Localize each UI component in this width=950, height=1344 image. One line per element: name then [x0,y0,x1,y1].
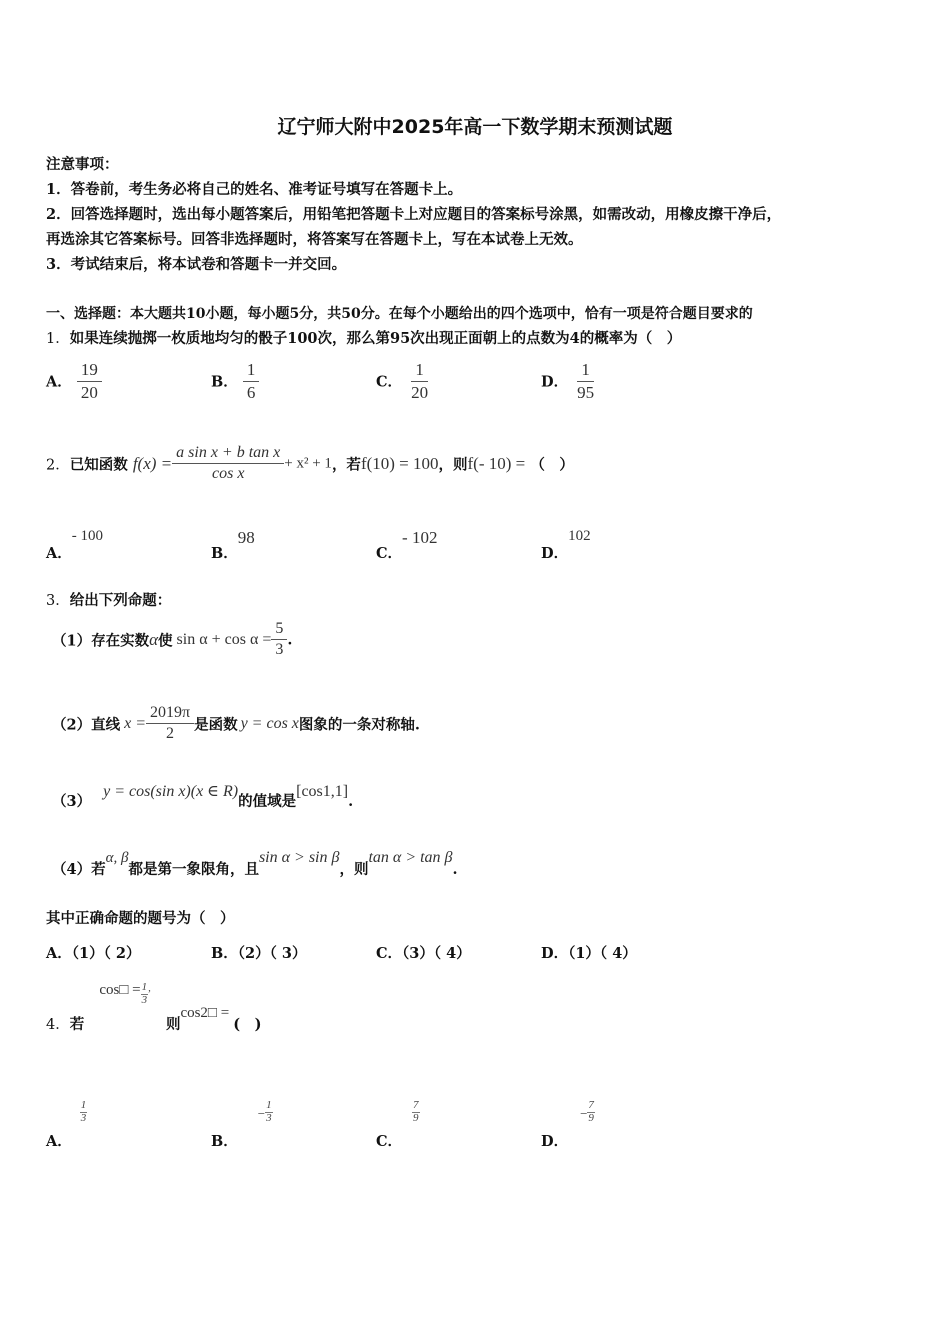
notice-item: 3．考试结束后，将本试卷和答题卡一并交回。 [46,256,347,273]
question-4: 4．若 cos□ = $\frac{1}{3}$ , 则cos2□ =( ) [46,981,262,1033]
fraction: $\frac{5}{3}$ [271,620,287,660]
q2-option-b[interactable]: B．98 [211,528,255,562]
q2-option-a[interactable]: A．- 100 [46,528,104,562]
question-text: 如果连续抛掷一枚质地均匀的骰子100次，那么第95次出现正面朝上的点数为4的概率为（ ） [69,330,682,347]
q4-option-d[interactable]: D．− $\frac{7}{9}$ [541,1099,594,1150]
fraction: $\frac{1}{3}$ [80,1099,87,1124]
fraction: $\frac{1}{95}$ [577,360,595,402]
notice-item: 1．答卷前，考生务必将自己的姓名、准考证号填写在答题卡上。 [46,181,463,198]
fraction: $\frac{19}{20}$ [77,360,102,402]
fraction: $\frac{\text{a sin x + b tan x}}{\text{cos x}}$ [172,444,284,484]
q2-option-d[interactable]: D．102 [541,528,591,562]
notice-item: 2．回答选择题时，选出每小题答案后，用铅笔把答题卡上对应题目的答案标号涂黑，如需改动，用橡皮擦干净后， [46,206,782,223]
page-title: 辽宁师大附中2025年高一下数学期末预测试题 [277,116,673,138]
fraction: $\frac{1}{3}$ [266,1099,272,1124]
q1-option-a[interactable]: A． $\frac{19}{20}$ [46,360,102,402]
fraction: $\frac{7}{9}$ [588,1099,594,1124]
q3-option-a[interactable]: A．（1）（ 2） [46,945,141,962]
fraction: $\frac{1}{20}$ [411,360,429,402]
question-3: 3．给出下列命题： [46,592,172,609]
q1-option-b[interactable]: B． $\frac{1}{6}$ [211,360,259,402]
fraction: $\frac{7}{9}$ [413,1099,419,1124]
q3-option-b[interactable]: B．（2）（ 3） [211,945,307,962]
proposition-3: （3）y = cos(sin x)(x ∈ R)的值域是[cos1,1]. [52,783,354,810]
notice-item: 再选涂其它答案标号。回答非选择题时，将答案写在答题卡上，写在本试卷上无效。 [46,231,583,248]
q1-option-c[interactable]: C． $\frac{1}{20}$ [376,360,432,402]
q4-option-c[interactable]: C． $\frac{7}{9}$ [376,1099,419,1150]
q4-option-a[interactable]: A． $\frac{1}{3}$ [46,1099,87,1150]
q3-option-d[interactable]: D．（1）（ 4） [541,945,637,962]
q1-option-d[interactable]: D． $\frac{1}{95}$ [541,360,598,402]
proposition-1: （1）存在实数α使 sin α + cos α = $\frac{5}{3}$ . [52,620,293,659]
fraction: $\frac{1}{6}$ [243,360,260,402]
notice-heading: 注意事项： [46,156,119,173]
section-heading: 一、选择题：本大题共10小题，每小题5分，共50分。在每个小题给出的四个选项中，恰有一项是符合题目要求的 [46,306,753,322]
q2-option-c[interactable]: C．- 102 [376,528,438,562]
fraction: $\frac{2019\pi}{2}$ [146,704,194,744]
question-1 [46,327,681,348]
proposition-4: （4）若α, β都是第一象限角，且sin α > sin β，则tan α > tan β. [52,849,458,878]
q4-option-b[interactable]: B．− $\frac{1}{3}$ [211,1099,272,1150]
question-number: 1． [46,331,70,347]
question-2: 2．已知函数 f(x) = $\frac{\text{a sin x + b tan x}}{\text{cos x}}$ + x² + 1，若f(10) = 100，则f(- 10) = （ ） [46,444,574,483]
question-prompt: 其中正确命题的题号为（ ） [46,910,235,927]
proposition-2: （2）直线 x = $\frac{2019\pi}{2}$ 是函数 y = cos x图象的一条对称轴. [52,704,420,743]
q3-option-c[interactable]: C．（3）（ 4） [376,945,471,962]
fraction: $\frac{1}{3}$ [141,981,148,1006]
